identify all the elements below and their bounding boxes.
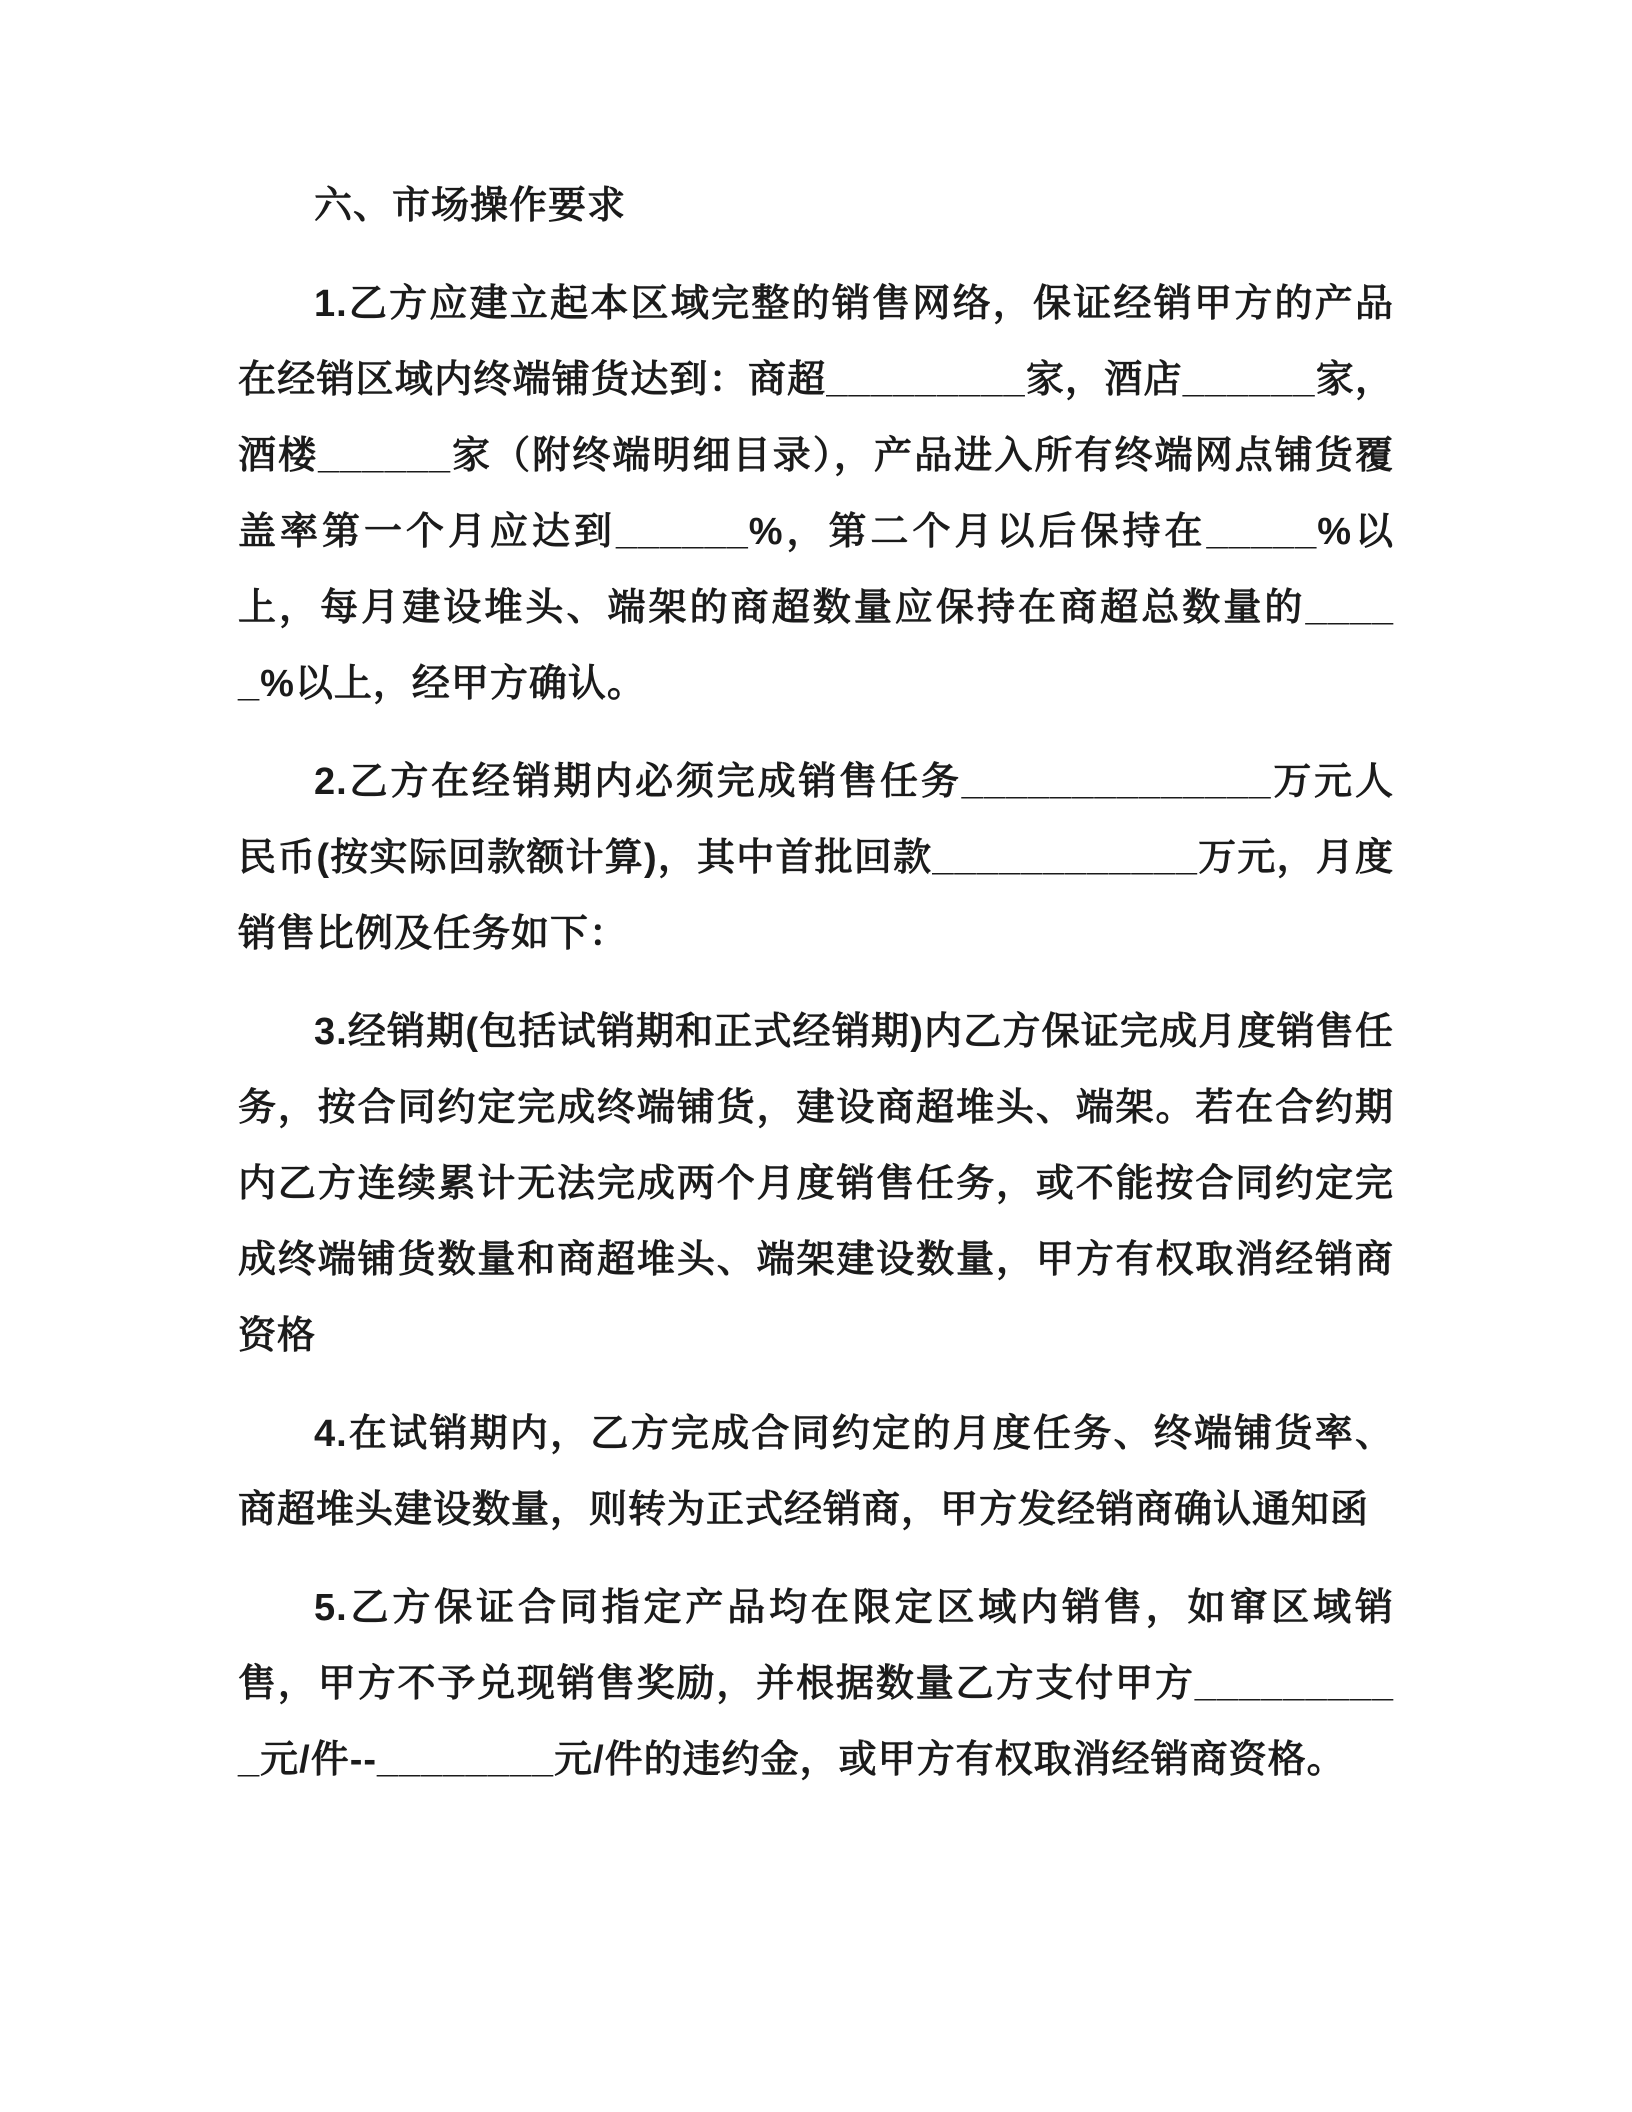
paragraph-sales-task: 2.乙方在经销期内必须完成销售任务______________万元人民币(按实际回款额计算)，其中首批回款____________万元，月度销售比例及任务如下： [238, 761, 1394, 955]
paragraph-trial-period: 4.在试销期内，乙方完成合同约定的月度任务、终端铺货率、商超堆头建设数量，则转为正式经销商，甲方发经销商确认通知函 [238, 1413, 1394, 1531]
section-title: 六、市场操作要求 [314, 185, 627, 227]
paragraph-region-restriction: 5.乙方保证合同指定产品均在限定区域内销售，如窜区域销售，甲方不予兑现销售奖励，并根据数量乙方支付甲方__________元/件--________元/件的违约金，或甲方有权取消经销商资格。 [238, 1587, 1394, 1781]
paragraph-distribution-period: 3.经销期(包括试销期和正式经销期)内乙方保证完成月度销售任务，按合同约定完成终端铺货，建设商超堆头、端架。若在合约期内乙方连续累计无法完成两个月度销售任务，或不能按合同约定完成终端铺货数量和商超堆头、端架建设数量，甲方有权取消经销商资格 [238, 1011, 1394, 1357]
paragraph-market-network: 1.乙方应建立起本区域完整的销售网络，保证经销甲方的产品在经销区域内终端铺货达到：商超_________家，酒店______家，酒楼______家（附终端明细目录），产品进入所有终端网点铺货覆盖率第一个月应达到______%，第二个月以后保持在_____%以上，每月建设堆头、端架的商超数量应保持在商超总数量的_____%以上，经甲方确认。 [238, 283, 1394, 705]
